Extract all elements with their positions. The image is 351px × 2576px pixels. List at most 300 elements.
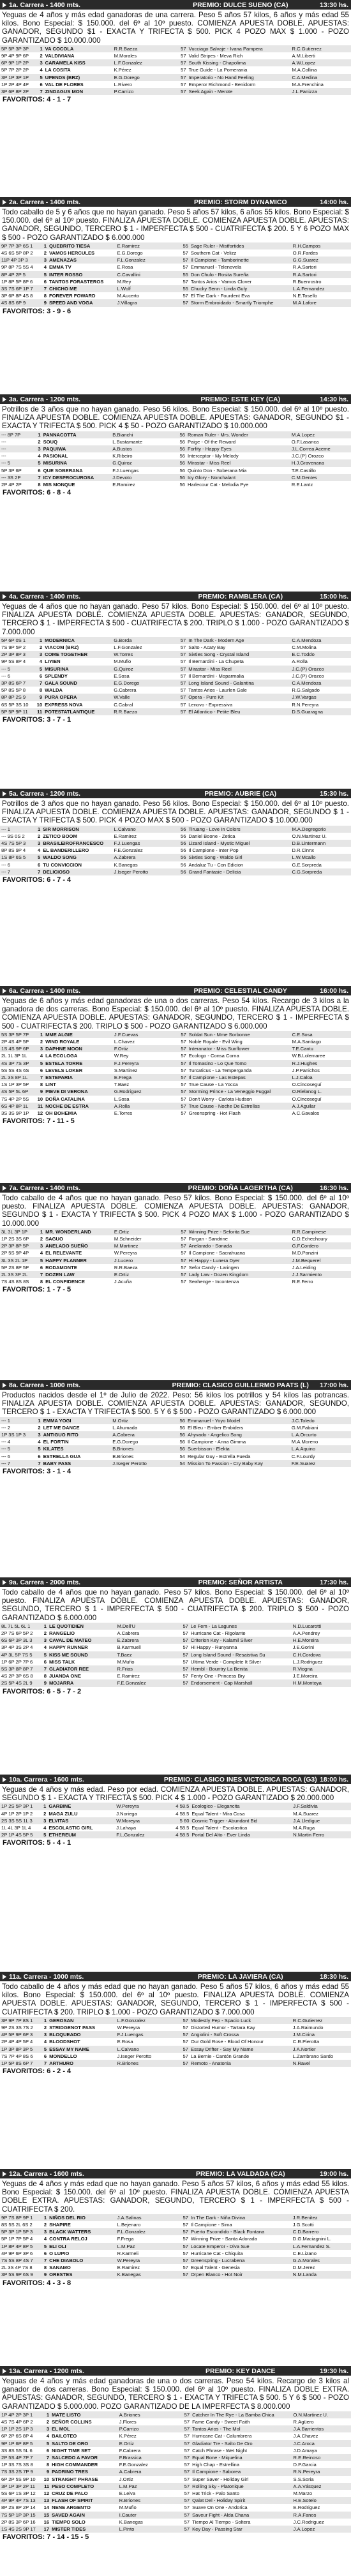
pedigree: Sage Ruler - Mistfortides — [190, 242, 292, 249]
entry-number: 5 — [41, 2440, 50, 2447]
entry-number: 3 — [34, 1045, 44, 1052]
trainer-name: D.B.Lintermann — [290, 840, 351, 847]
trainer-name: N.E.Tosello — [292, 293, 318, 299]
entry-number: 10 — [43, 2476, 50, 2482]
entry-row — [0, 81, 351, 88]
trainer-name: G.E.Sorpreda — [292, 861, 322, 868]
horse-name: GEROSAN — [48, 2017, 116, 2024]
horse-name: PAQUIWA — [42, 445, 112, 452]
entry-number: 5 — [34, 1257, 44, 1264]
jockey-name: E.Zabrera — [116, 1637, 174, 1644]
weight: 57 — [183, 2222, 188, 2228]
horse-name: MAGA ZULU — [49, 1810, 78, 1817]
form-record: 7S 4S 8S 8S — [1, 1279, 29, 1285]
horse-name: VALDIVIANA — [45, 53, 75, 59]
jockey-name: S.Martinez — [114, 1067, 138, 1073]
horse-name: NIGHT TIME SET — [52, 2447, 91, 2453]
entry-number: 4 — [46, 2433, 50, 2439]
form-record: 1P 8P 4P 8P 5 — [0, 2243, 38, 2250]
form-record: 5P 2S 8P 5P — [1, 1264, 29, 1270]
form-record: --- 2 — [1, 1424, 10, 1431]
pedigree: South Kissing - Chapolima — [188, 59, 291, 66]
pedigree: Equal Talent - Escolastica — [191, 1825, 248, 1831]
horse-name: ORESTES — [48, 2271, 116, 2278]
entry-number: 8 — [40, 1279, 43, 1285]
pedigree: Il Campione - Anna Gimma — [187, 1439, 246, 1445]
form-record: --- 6 — [1, 1453, 10, 1459]
race-prize: PREMIO: CELESTIAL CANDY — [193, 986, 287, 995]
weight: 56 — [170, 1445, 186, 1452]
pedigree: Andaluz Tu - Con Edicion — [188, 861, 244, 868]
weight: 57 — [184, 2476, 190, 2482]
entry-number: 9 — [38, 1679, 48, 1686]
weight: 57 — [172, 1242, 188, 1249]
jockey-name: E.G.Dorego — [112, 680, 171, 687]
jockey-name: F.Brassica — [118, 2454, 176, 2461]
race-block — [0, 197, 351, 394]
trainer-name: R.E.Reinoso — [292, 2454, 351, 2461]
pedigree: El Bleu - Ember Embiders — [187, 1424, 244, 1431]
race-block — [0, 1972, 351, 2169]
jockey-name: R.R.Baeza — [114, 1264, 138, 1270]
race-prize: PREMIO: KEY DANCE — [205, 2367, 276, 2375]
race-conditions: Yeguas de 4 años que no hayan ganado. Peso 57 kilos. Bono Especial: $ 150.000. del 6º al 10º puesto. FINALIZA APUESTA DOBLE. COMIENZA APUESTA DOBLE. APUESTAS: GANADOR, SEGUNDO, TERCERO $ 1 - IMPERFECTA $ 500 - CUATRIFECTA $ 200. TRIPLO $ 1.000 - POZO GARANTIZADO $ 7.000.000 — [2, 602, 349, 636]
horse-name: ESTRELLA GUA — [43, 1453, 81, 1459]
pedigree: Mirastar - Miss Reel — [186, 459, 290, 466]
jockey-name: A.Briones — [118, 2411, 176, 2418]
weight: 57 — [172, 651, 188, 658]
form-record: 4P 9P 4P 7S 13 — [0, 2497, 41, 2504]
weight: 57 — [184, 2505, 190, 2511]
weight: 56 — [181, 833, 186, 839]
entry-number: 4 — [40, 1250, 43, 1256]
form-record: 5S 3P 5P 7P — [0, 1031, 34, 1038]
weight: 57 — [174, 2046, 190, 2053]
entry-row — [0, 1453, 351, 1460]
jockey-name: M.Aucerto — [117, 293, 140, 299]
trainer-name: A.J.Aguilar — [291, 1103, 351, 1110]
entry-row — [0, 474, 351, 481]
entry-row — [0, 833, 351, 840]
horse-name: TU CONVICCION — [43, 861, 82, 868]
horse-name: SANAMO — [49, 2265, 71, 2271]
race-header — [0, 2169, 351, 2178]
entry-number: 5 — [34, 74, 44, 81]
horse-name: CARAMELA KISS — [44, 59, 113, 66]
entry-row — [0, 2497, 351, 2504]
horse-name: SALTO DE ORO — [50, 2440, 118, 2447]
entries-table — [0, 1803, 351, 1838]
entry-number: 3 — [34, 59, 44, 66]
trainer-name: R.E.Lantz — [291, 482, 313, 488]
pedigree: Noble Royale - Evil Wing — [188, 1039, 243, 1045]
form-record: 11P 4P 3P 3 — [0, 257, 38, 264]
form-record: 9P 2S 3S 7S 2 — [1, 2025, 33, 2031]
horse-name: CRUZ DE PALO — [52, 2490, 88, 2497]
race-header — [0, 1775, 351, 1784]
jockey-name: R.Frias — [116, 1665, 174, 1672]
trainer-name: C.R.Pierotta — [292, 2039, 320, 2045]
weight: 57 — [181, 1082, 186, 1088]
pedigree: Ahyvado - Angelico Song — [186, 1431, 290, 1438]
weight: 57 — [174, 2243, 190, 2250]
race-header — [0, 2366, 351, 2376]
race-number: 6a. Carrera - 1400 mts. — [9, 986, 81, 995]
weight: 57 — [183, 1644, 188, 1651]
form-record: 3L 3L 3P 1P — [0, 1228, 34, 1235]
pedigree: Lizard Island - Mystic Miguel — [187, 840, 290, 847]
horse-name: FLASH OF SPIRIT — [50, 2497, 118, 2504]
favorites-line: FAVORITOS: 6 - 2 - 4 — [3, 2067, 71, 2076]
pedigree: Regular Guy - Estrella Fueda — [187, 1453, 251, 1459]
trainer-name: N.M.Landa — [292, 2271, 351, 2278]
jockey-name: E.G.Dorego — [113, 74, 172, 81]
bullet-icon — [3, 1974, 6, 1979]
entry-row — [0, 2214, 351, 2221]
entry-number: 2 — [40, 1039, 43, 1045]
form-record: 8L 7L 5L 6L 1 — [0, 1623, 38, 1630]
form-record: 5P 3P 1P 5P 3 — [0, 2228, 38, 2235]
entry-row — [0, 2060, 351, 2067]
race-number: 10a. Carrera - 1600 mts. — [9, 1775, 84, 1783]
trainer-name: M.A.Collina — [292, 67, 317, 73]
pedigree: Roman Ruler - Mrs. Wonder — [186, 431, 290, 438]
entry-number: 2 — [43, 1810, 47, 1817]
entry-number: 3 — [33, 651, 43, 658]
form-record: 1S 4S 2S 9P 17 — [0, 2526, 41, 2533]
jockey-name: K.Banegas — [114, 861, 138, 868]
horse-name: KILATES — [42, 1445, 112, 1452]
horse-name: ESCOLASTIC GIRL — [49, 1825, 93, 1831]
entry-row — [0, 249, 351, 257]
entry-number: 6 — [43, 278, 47, 285]
trainer-name: E.Rodriguez — [293, 2505, 320, 2511]
entry-row — [0, 1651, 351, 1658]
race-header — [0, 0, 351, 10]
entry-row — [0, 66, 351, 73]
horse-name: HAPPY RUNNER — [49, 1644, 88, 1651]
horse-name: MOJARRA — [48, 1679, 116, 1686]
horse-name: O LUPIO — [49, 2250, 70, 2256]
weight: 57 — [174, 1679, 190, 1686]
entry-number: 1 — [38, 1803, 47, 1810]
entry-row — [0, 840, 351, 847]
race-prize: PREMIO: CLASICO INES VICTORICA ROCA (G3) — [163, 1775, 317, 1783]
weight: 57 — [172, 74, 188, 81]
horse-name: EL BANDERILLERO — [43, 847, 89, 854]
trainer-name: J.G.Scotti — [292, 2222, 314, 2228]
entry-number: 3 — [34, 1242, 44, 1249]
entry-row — [0, 1803, 351, 1810]
bullet-icon — [3, 397, 6, 402]
weight: 57 — [181, 1053, 186, 1059]
entry-row — [0, 1637, 351, 1644]
horse-name: LA ECOLOGA — [45, 1053, 78, 1059]
pedigree: Suave On One - Andorica — [192, 2505, 248, 2511]
jockey-name: L.Pinto — [118, 2526, 176, 2533]
form-record: --- — [0, 445, 32, 452]
entry-row — [0, 658, 351, 665]
race-time: 19:00 hs. — [320, 2170, 349, 2178]
weight: 5 60 — [173, 1817, 191, 1824]
form-record: 3P 1P 3P 1P — [0, 74, 34, 81]
trainer-name: C.F.Lourdy — [291, 1453, 315, 1459]
jockey-name: J.A.Salinas — [116, 2214, 174, 2221]
entry-number: 7 — [34, 1271, 44, 1278]
entry-number: 10 — [37, 1096, 43, 1102]
entry-number: 1 — [32, 1417, 42, 1424]
pedigree: Sixties Song - Waldo Girl — [187, 854, 290, 861]
jockey-name: L.M.Paz — [118, 2483, 176, 2490]
entry-row — [0, 481, 351, 488]
weight: 57 — [174, 1623, 190, 1630]
entry-row — [0, 2468, 351, 2475]
jockey-name: F.E.Gonzalez — [119, 2462, 148, 2468]
weight: 57 — [176, 2468, 191, 2475]
entry-number: 3 — [38, 2031, 49, 2038]
horse-name: ESTEPARIA — [44, 1074, 113, 1081]
entry-number: 6 — [43, 2250, 47, 2256]
jockey-name: W.Pereyra — [117, 2025, 140, 2031]
jockey-name: A.Bustos — [111, 445, 170, 452]
entry-row — [0, 2235, 351, 2242]
entry-row — [0, 1431, 351, 1438]
weight: 57 — [183, 2265, 188, 2271]
entry-number: 2 — [39, 644, 43, 651]
entry-row — [0, 1081, 351, 1088]
jockey-name: E.Ortiz — [113, 1228, 172, 1235]
entry-row — [0, 1417, 351, 1424]
jockey-name: L.Bejenaro — [117, 2222, 141, 2228]
trainer-name: J.C.Toledo — [290, 1417, 351, 1424]
weight: 57 — [183, 2053, 188, 2059]
pedigree: El Atlantico - Petite Bleu — [187, 708, 290, 715]
horse-name: ETHEREUM — [47, 1831, 115, 1838]
weight: 57 — [174, 1651, 190, 1658]
form-record: 1S 8P 6S 5 — [0, 854, 31, 861]
race-block — [0, 1183, 351, 1380]
jockey-name: E.Ramirez — [117, 1673, 140, 1679]
weight: 56 — [179, 453, 185, 459]
jockey-name: R.Briones — [118, 2497, 176, 2504]
jockey-name: K.Ribeiro — [112, 453, 133, 459]
trainer-name: A.A.Pendrey — [292, 1630, 320, 1637]
weight: 57 — [181, 53, 186, 59]
entry-number: 5 — [34, 1060, 44, 1067]
trainer-name: R.C.Gutierrez — [290, 45, 351, 52]
pedigree: Tantos Arios - The Mol — [191, 2425, 292, 2432]
entry-number: 1 — [34, 45, 44, 52]
entry-row — [0, 2221, 351, 2228]
entry-row — [0, 2454, 351, 2461]
jockey-name: F.L.Gonzalez — [116, 2228, 174, 2235]
entry-row — [0, 242, 351, 249]
weight: 57 — [183, 1658, 188, 1665]
form-record: 5P 3P 6P — [1, 467, 22, 473]
trainer-name: D.P.Garcia — [293, 2462, 317, 2468]
form-record: 8P 4P 2P 5 — [0, 271, 38, 278]
form-record: --- 4 — [1, 1439, 10, 1445]
pedigree: El The Dark - Fourdent Eva — [190, 293, 250, 299]
weight: 57 — [174, 299, 190, 306]
entry-row — [0, 1672, 351, 1679]
weight: 57 — [172, 1045, 188, 1052]
trainer-name: L.J.Rodriguez — [292, 1658, 323, 1665]
entry-number: 4 — [38, 453, 41, 459]
bullet-icon — [3, 988, 6, 994]
jockey-name: W.Torres — [112, 651, 171, 658]
form-record: 5P 5P 3P 3P — [0, 45, 34, 52]
entry-row — [0, 1038, 351, 1045]
trainer-name: J.C.Aroca — [292, 2440, 351, 2447]
weight: 57 — [174, 2031, 190, 2038]
trainer-name: O.Cincoseguí — [292, 1082, 322, 1088]
form-record: 8P 2S 8P 2P 14 — [1, 2505, 36, 2511]
favorites-line: FAVORITOS: 7 - 11 - 5 — [3, 1117, 75, 1126]
race-block — [0, 2366, 351, 2563]
entry-number: 5 — [38, 2046, 49, 2053]
horse-name: BAILOTEO — [52, 2433, 77, 2439]
form-record: 3P 5S 9P 6S 9 — [0, 2271, 38, 2278]
entry-number: 3 — [32, 1431, 42, 1438]
entry-row — [0, 826, 351, 833]
entry-row — [0, 2017, 351, 2024]
jockey-name: C.Cavallini — [116, 271, 174, 278]
entry-number: 11 — [33, 708, 43, 715]
form-record: 6S 5P 3S 10 — [1, 701, 29, 708]
horse-name: OH BOHEMIA — [45, 1110, 77, 1117]
race-block — [0, 1380, 351, 1577]
pedigree: True Cause - Noche De Estrellas — [188, 1103, 291, 1110]
race-number: 7a. Carrera - 1400 mts. — [9, 1184, 81, 1192]
weight: 57 — [172, 1257, 188, 1264]
trainer-name: J.A.Leiding — [292, 1264, 317, 1270]
jockey-name: W.Valle — [112, 694, 171, 701]
pedigree: Winning Prize - Santa Adorada — [191, 2236, 257, 2242]
favorites-line: FAVORITOS: 7 - 14 - 15 - 5 — [3, 2533, 89, 2542]
trainer-name: J.P.Panichos — [292, 1067, 320, 1073]
weight: 4 58.5 — [176, 1825, 190, 1831]
jockey-name: K.Pérez — [114, 67, 131, 73]
jockey-name: L.Chavez — [114, 1039, 135, 1045]
entry-row — [0, 2243, 351, 2250]
pedigree: Hurricane Cat - Rigolante — [190, 1630, 246, 1637]
entries-table — [0, 2214, 351, 2279]
weight: 54 — [179, 1453, 185, 1459]
form-record: 5S 3P 8P 8P 7 — [0, 1665, 38, 1672]
trainer-name: M.A.Santiago — [292, 1039, 322, 1045]
pedigree: Winning Prize - Seforita Sue — [188, 1228, 291, 1235]
entry-row — [0, 52, 351, 59]
trainer-name: O.F.Lasanca — [291, 438, 319, 445]
weight: 57 — [181, 1110, 186, 1117]
entry-row — [0, 2411, 351, 2418]
entry-number: 1 — [38, 1623, 48, 1630]
trainer-name: M.A.Ruga — [293, 1825, 315, 1831]
trainer-name: L.A.Fernandez S. — [292, 2243, 351, 2250]
horse-name: WIND ROYALE — [45, 1039, 80, 1045]
weight: 57 — [176, 2526, 191, 2533]
pedigree: Fenty One - Princess Bry — [190, 1673, 245, 1679]
pedigree: Seek Again - Merote — [188, 88, 291, 95]
entry-number: 9 — [41, 2468, 50, 2475]
jockey-name: P.Carrizo — [113, 88, 172, 95]
bullet-icon — [3, 1186, 6, 1191]
pedigree: Interceptor - My Melody — [187, 453, 239, 459]
trainer-name: J.F.Saldivia — [292, 1803, 351, 1810]
weight: 57 — [172, 694, 188, 701]
horse-name: WALDO SONG — [41, 854, 112, 861]
horse-name: QUE SOBERANA — [43, 467, 83, 473]
entry-number: 9 — [33, 694, 43, 701]
jockey-name: M.Schneider — [114, 1236, 142, 1242]
trainer-name: O.N.Martinez U. — [292, 2411, 351, 2418]
entry-row — [0, 1031, 351, 1038]
pedigree: Anelarado - Sonada — [188, 1242, 291, 1249]
entry-number: 5 — [38, 2243, 49, 2250]
weight: 56 — [170, 474, 186, 481]
jockey-name: G.Cabrera — [114, 687, 137, 694]
race-block — [0, 1775, 351, 1972]
form-record: 9P 7S 8P 9P 1 — [0, 2214, 38, 2221]
trainer-name: E.C.Toddo — [290, 651, 351, 658]
trainer-name: M.Marzo — [293, 2490, 313, 2497]
horse-name: MME ALGIE — [44, 1031, 113, 1038]
entry-row — [0, 1278, 351, 1285]
jockey-name: L.Bustamante — [112, 438, 143, 445]
pedigree: Hurricane Cat - Calumbrera — [192, 2433, 252, 2439]
entry-number: 17 — [41, 2526, 50, 2533]
form-record: 4S 7S 5P 3 — [0, 840, 31, 847]
trainer-name: R.Buenrostro — [292, 278, 322, 285]
entry-number: 4 — [37, 847, 41, 854]
horse-name: SAGUO — [45, 1236, 63, 1242]
entry-number: 4 — [43, 1825, 47, 1831]
trainer-name: C.H.Cordova — [292, 1651, 351, 1658]
trainer-name: N.D.Lucarotti — [292, 1623, 351, 1630]
trainer-name: J.C.(P) Orozco — [292, 673, 324, 679]
pedigree: Il Campione - Sima — [191, 2222, 232, 2228]
weight: 57 — [174, 2017, 190, 2024]
jockey-name: B.Karmuell — [117, 1644, 141, 1651]
jockey-name: L.Wolf — [116, 285, 174, 292]
form-record: 7S 9P 5P 2 — [1, 644, 26, 651]
entry-number: 9 — [38, 2271, 49, 2278]
pedigree: Interanator - Miss Sunflower — [188, 1045, 291, 1052]
race-number: 12a. Carrera - 1600 mts. — [9, 2170, 84, 2178]
race-time: 17:00 hs. — [320, 1381, 349, 1389]
form-record: 4S 6S 5P 8P 2 — [1, 250, 33, 257]
race-header — [0, 197, 351, 207]
pedigree: Vucciago Salvaje - Ivana Pampera — [188, 45, 291, 52]
form-record: --- 3S 2P — [0, 474, 32, 481]
entry-row — [0, 264, 351, 271]
entries-table — [0, 1031, 351, 1117]
weight: 57 — [172, 59, 188, 66]
entry-row — [0, 1817, 351, 1824]
favorites-line: FAVORITOS: 6 - 5 - 7 - 2 — [3, 1687, 82, 1695]
weight: 57 — [180, 673, 186, 679]
bullet-icon — [3, 791, 6, 796]
form-record: 1P 3S 7S 3S 8 — [1, 2462, 33, 2468]
horse-name: EL MOL — [50, 2425, 118, 2432]
entry-number: 8 — [40, 1082, 43, 1088]
entry-row — [0, 2432, 351, 2439]
pedigree: Salto - Acaty Bay — [188, 644, 226, 651]
horse-name: BLOODSHOT — [49, 2039, 80, 2045]
trainer-name: O.Cincoseguí — [292, 1096, 322, 1102]
form-record: 7S 7P 4P 8S 6 — [1, 2053, 33, 2059]
